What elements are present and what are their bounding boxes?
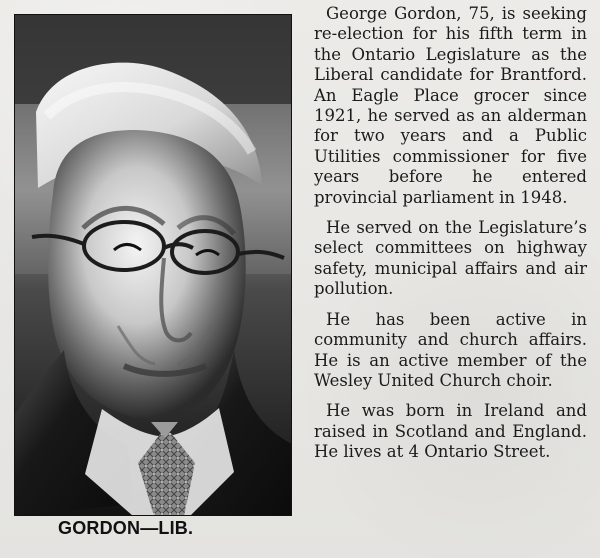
- article-paragraph-2: He served on the Legislature’s select committees on highway safety, municipal affairs and air pollution.: [314, 218, 587, 299]
- photo-caption: GORDON—LIB.: [58, 518, 194, 538]
- article-paragraph-3: He has been active in community and church affairs. He is an active member of the Wesley United Church choir.: [314, 309, 587, 390]
- portrait-illustration: [14, 14, 292, 516]
- article-text: [314, 4, 587, 463]
- portrait-photo: [14, 14, 292, 516]
- article-paragraph-1: George Gordon, 75, is seeking re-election for his fifth term in the Ontario Legislature as the Liberal candidate for Brantford. An Eagle Place grocer since 1921, he served as an alderman for two years and a Public Utilities commissioner for five years before he entered provincial parliament in 1948.: [314, 4, 587, 207]
- article-paragraph-4: He was born in Ireland and raised in Scotland and England. He lives at 4 Ontario Street.: [314, 401, 587, 462]
